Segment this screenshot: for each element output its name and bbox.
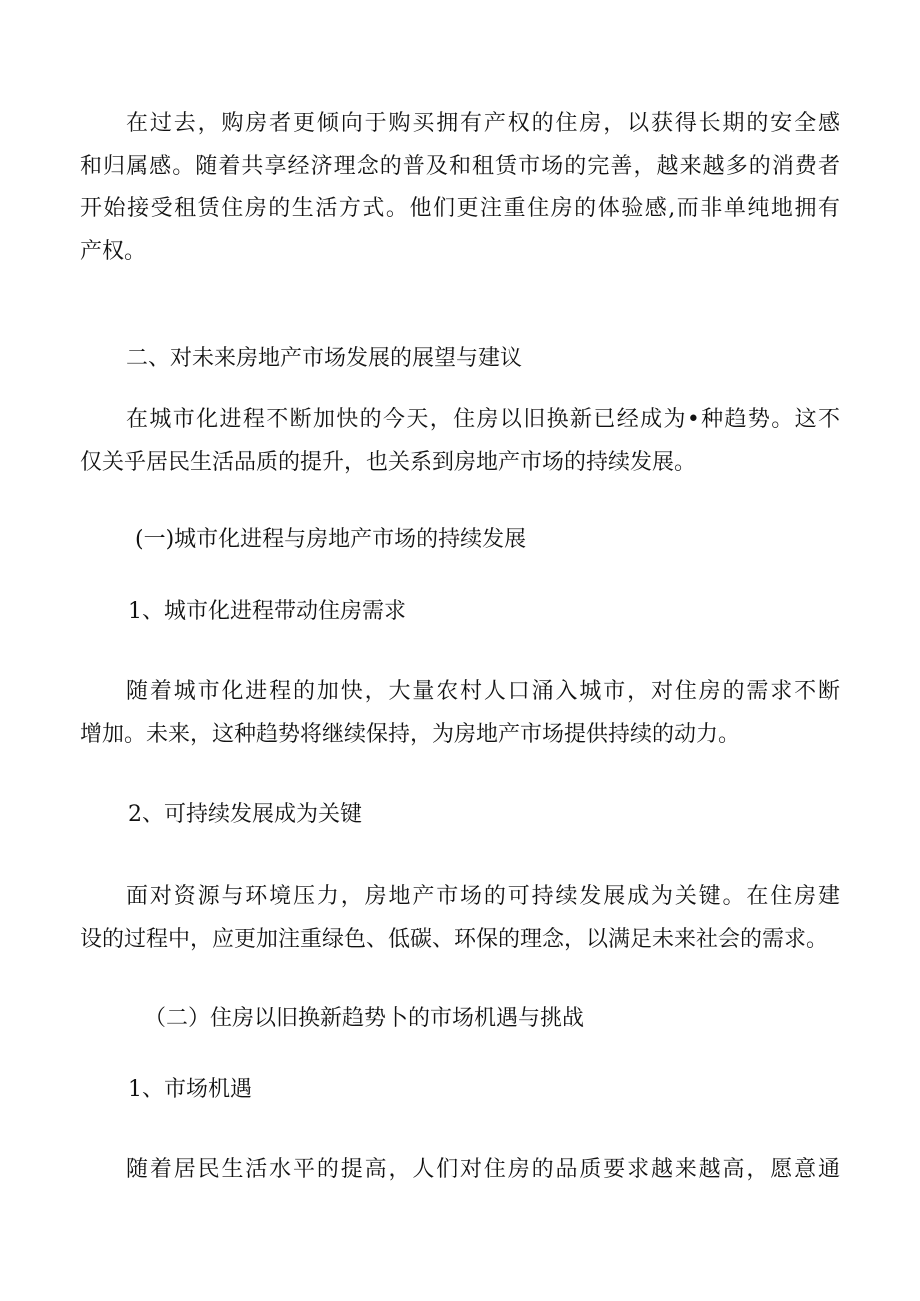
item-heading-sustainability: 2、可持续发展成为关键 (128, 802, 362, 827)
paragraph-line: 产权。 (80, 238, 147, 264)
paragraph-line: 设的过程中，应更加注重绿色、低碳、环保的理念，以满足未来社会的需求。 (80, 926, 829, 952)
paragraph-line: 随着城市化进程的加快，大量农村人口涌入城市，对住房的需求不断 (126, 679, 840, 704)
subsection-heading-1: (一)城市化进程与房地产市场的持续发展 (135, 527, 527, 552)
paragraph-housing-demand (80, 671, 840, 756)
paragraph-sustainability (80, 876, 840, 961)
subsection-heading-2: （二）住房以旧换新趋势卜的市场机遇与挑战 (144, 1006, 585, 1031)
paragraph-line: 开始接受租赁住房的生活方式。他们更注重住房的体验感,而非单纯地拥有 (80, 196, 840, 221)
paragraph-line: 仅关乎居民生活品质的提升，也关系到房地产市场的持续发展。 (80, 449, 697, 475)
item-heading-market-opportunity: 1、市场机遇 (128, 1077, 252, 1102)
paragraph-line: 在过去，购房者更倾向于购买拥有产权的住房，以获得长期的安全感 (126, 111, 840, 136)
item-heading-housing-demand: 1、城市化进程带动住房需求 (128, 599, 406, 624)
paragraph-line: 和归属感。随着共享经济理念的普及和租赁市场的完善，越来越多的消费者 (80, 153, 840, 179)
paragraph-market-opportunity (80, 1149, 840, 1192)
paragraph-rental-trend (80, 103, 840, 273)
paragraph-urbanization-intro (80, 399, 840, 484)
section-heading: 二、对未来房地产市场发展的展望与建议 (126, 346, 523, 371)
paragraph-line: 增加。未来，这种趋势将继续保持，为房地产市场提供持续的动力。 (80, 721, 741, 747)
paragraph-line: 随着居民生活水平的提高，人们对住房的品质要求越来越高，愿意通 (126, 1157, 840, 1182)
paragraph-line: 在城市化进程不断加快的今天，住房以旧换新已经成为•种趋势。这不 (126, 407, 840, 432)
paragraph-line: 面对资源与环境压力，房地产市场的可持续发展成为关键。在住房建 (126, 884, 840, 909)
